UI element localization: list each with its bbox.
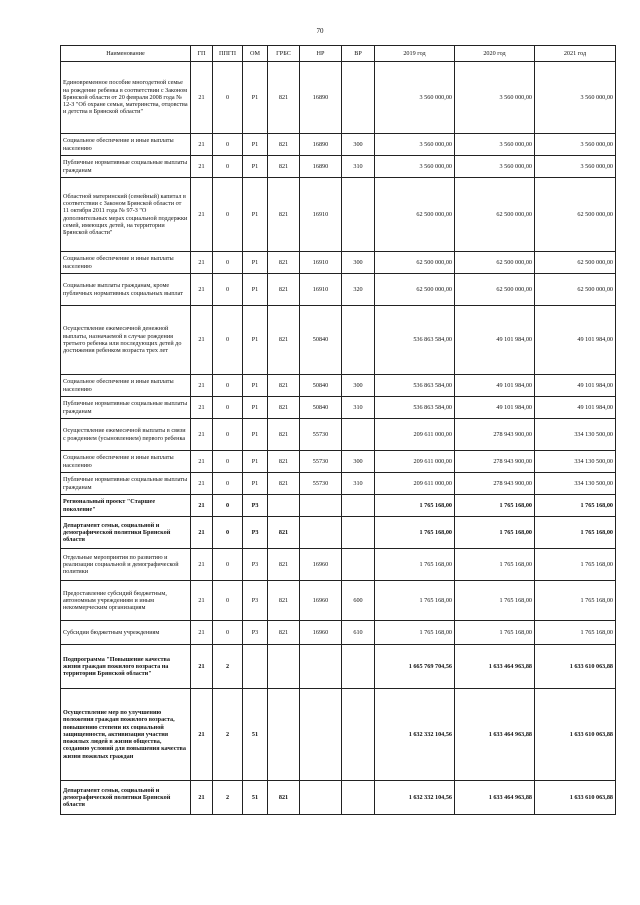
cell-2020: 1 633 464 963,88 <box>455 645 535 689</box>
cell-2019: 1 765 168,00 <box>375 581 455 621</box>
col-header-name: Наименование <box>61 46 191 62</box>
cell-2019: 1 632 332 104,56 <box>375 689 455 781</box>
cell-name: Социальное обеспечение и иные выплаты населению <box>61 252 191 274</box>
cell-ppgp: 0 <box>213 473 243 495</box>
cell-gp: 21 <box>191 781 213 815</box>
table-row <box>61 397 616 419</box>
cell-grbs: 821 <box>268 419 300 451</box>
cell-grbs: 821 <box>268 621 300 645</box>
cell-name: Департамент семьи, социальной и демографической политики Брянской области <box>61 517 191 549</box>
page-number: 70 <box>316 27 324 35</box>
cell-2021: 1 765 168,00 <box>535 549 616 581</box>
cell-ppgp: 0 <box>213 134 243 156</box>
cell-grbs: 821 <box>268 252 300 274</box>
cell-grbs: 821 <box>268 156 300 178</box>
cell-2021: 49 101 984,00 <box>535 375 616 397</box>
budget-table <box>60 45 616 815</box>
cell-ppgp: 0 <box>213 495 243 517</box>
cell-vr <box>342 178 375 252</box>
col-header-2020: 2020 год <box>455 46 535 62</box>
cell-om: 51 <box>243 781 268 815</box>
cell-2020: 3 560 000,00 <box>455 62 535 134</box>
cell-2021: 62 500 000,00 <box>535 274 616 306</box>
table-row <box>61 419 616 451</box>
col-header-ppgp: ППГП <box>213 46 243 62</box>
cell-2021: 334 130 500,00 <box>535 451 616 473</box>
col-header-nr: НР <box>300 46 342 62</box>
cell-2020: 1 765 168,00 <box>455 581 535 621</box>
cell-gp: 21 <box>191 274 213 306</box>
table-row <box>61 621 616 645</box>
cell-ppgp: 0 <box>213 178 243 252</box>
cell-vr <box>342 495 375 517</box>
cell-grbs: 821 <box>268 517 300 549</box>
cell-2021: 1 633 610 063,88 <box>535 689 616 781</box>
cell-2019: 1 765 168,00 <box>375 621 455 645</box>
cell-2019: 3 560 000,00 <box>375 134 455 156</box>
table-row <box>61 495 616 517</box>
cell-name: Социальные выплаты гражданам, кроме публичных нормативных социальных выплат <box>61 274 191 306</box>
cell-2019: 1 765 168,00 <box>375 495 455 517</box>
cell-name: Субсидии бюджетным учреждениям <box>61 621 191 645</box>
cell-nr: 16960 <box>300 549 342 581</box>
cell-2020: 278 943 900,00 <box>455 473 535 495</box>
cell-2019: 62 500 000,00 <box>375 252 455 274</box>
cell-name: Социальное обеспечение и иные выплаты населению <box>61 375 191 397</box>
cell-nr: 16910 <box>300 274 342 306</box>
cell-2021: 3 560 000,00 <box>535 156 616 178</box>
cell-vr <box>342 549 375 581</box>
cell-nr: 16890 <box>300 62 342 134</box>
table-row <box>61 274 616 306</box>
cell-vr <box>342 517 375 549</box>
cell-2020: 49 101 984,00 <box>455 397 535 419</box>
cell-grbs: 821 <box>268 451 300 473</box>
table-row <box>61 156 616 178</box>
cell-om: Р1 <box>243 62 268 134</box>
cell-ppgp: 0 <box>213 62 243 134</box>
col-header-2021: 2021 год <box>535 46 616 62</box>
cell-nr: 16910 <box>300 178 342 252</box>
cell-ppgp: 0 <box>213 397 243 419</box>
cell-om: Р1 <box>243 156 268 178</box>
cell-2019: 1 765 168,00 <box>375 549 455 581</box>
table-row <box>61 689 616 781</box>
cell-vr: 300 <box>342 375 375 397</box>
cell-2021: 1 765 168,00 <box>535 621 616 645</box>
cell-nr: 50840 <box>300 375 342 397</box>
cell-nr: 50840 <box>300 306 342 375</box>
cell-grbs: 821 <box>268 397 300 419</box>
cell-grbs: 821 <box>268 62 300 134</box>
table-row <box>61 252 616 274</box>
cell-2021: 334 130 500,00 <box>535 419 616 451</box>
cell-gp: 21 <box>191 517 213 549</box>
cell-2020: 1 633 464 963,88 <box>455 689 535 781</box>
col-header-gp: ГП <box>191 46 213 62</box>
table-row <box>61 517 616 549</box>
cell-nr: 55730 <box>300 419 342 451</box>
cell-2021: 49 101 984,00 <box>535 397 616 419</box>
cell-vr <box>342 419 375 451</box>
cell-gp: 21 <box>191 495 213 517</box>
cell-2019: 209 611 000,00 <box>375 473 455 495</box>
cell-grbs: 821 <box>268 134 300 156</box>
cell-2020: 1 765 168,00 <box>455 549 535 581</box>
cell-gp: 21 <box>191 451 213 473</box>
table-row <box>61 581 616 621</box>
cell-gp: 21 <box>191 419 213 451</box>
cell-2020: 3 560 000,00 <box>455 156 535 178</box>
cell-2019: 3 560 000,00 <box>375 156 455 178</box>
cell-vr <box>342 645 375 689</box>
cell-gp: 21 <box>191 134 213 156</box>
cell-om: Р1 <box>243 451 268 473</box>
cell-om: Р1 <box>243 306 268 375</box>
col-header-2019: 2019 год <box>375 46 455 62</box>
table-row <box>61 781 616 815</box>
cell-2021: 1 765 168,00 <box>535 517 616 549</box>
cell-2020: 62 500 000,00 <box>455 274 535 306</box>
cell-name: Социальное обеспечение и иные выплаты населению <box>61 134 191 156</box>
cell-vr: 610 <box>342 621 375 645</box>
cell-ppgp: 2 <box>213 645 243 689</box>
cell-name: Осуществление мер по улучшению положения граждан пожилого возраста, повышению степени их социальной защищенности, активизация участия пожилых людей в жизни общества, созданию условий для повышения качества жизни пожилых граждан <box>61 689 191 781</box>
cell-name: Единовременное пособие многодетной семье на рождение ребенка в соответствии с Законом Брянской области от 20 февраля 2008 года № 12-З "Об охране семьи, материнства, отцовства и детства в Брянской области" <box>61 62 191 134</box>
cell-om <box>243 645 268 689</box>
cell-om: Р3 <box>243 621 268 645</box>
cell-2019: 62 500 000,00 <box>375 274 455 306</box>
cell-2021: 1 765 168,00 <box>535 495 616 517</box>
cell-ppgp: 2 <box>213 781 243 815</box>
cell-name: Публичные нормативные социальные выплаты гражданам <box>61 156 191 178</box>
cell-name: Социальное обеспечение и иные выплаты населению <box>61 451 191 473</box>
cell-2020: 278 943 900,00 <box>455 451 535 473</box>
cell-2021: 3 560 000,00 <box>535 134 616 156</box>
cell-grbs: 821 <box>268 274 300 306</box>
cell-gp: 21 <box>191 473 213 495</box>
cell-gp: 21 <box>191 397 213 419</box>
cell-ppgp: 0 <box>213 156 243 178</box>
cell-2019: 1 665 769 704,56 <box>375 645 455 689</box>
cell-nr: 16890 <box>300 134 342 156</box>
cell-ppgp: 0 <box>213 306 243 375</box>
cell-2020: 1 765 168,00 <box>455 517 535 549</box>
cell-vr: 600 <box>342 581 375 621</box>
cell-2021: 62 500 000,00 <box>535 178 616 252</box>
cell-name: Публичные нормативные социальные выплаты гражданам <box>61 473 191 495</box>
cell-2020: 62 500 000,00 <box>455 252 535 274</box>
cell-2020: 49 101 984,00 <box>455 306 535 375</box>
cell-vr <box>342 306 375 375</box>
cell-ppgp: 0 <box>213 621 243 645</box>
cell-name: Департамент семьи, социальной и демографической политики Брянской области <box>61 781 191 815</box>
cell-grbs: 821 <box>268 178 300 252</box>
cell-name: Областной материнский (семейный) капитал в соответствии с Законом Брянской области от 11 октября 2011 года № 97-З "О дополнительных мерах социальной поддержки семей, имеющих детей, на территории Брянской области" <box>61 178 191 252</box>
cell-om: Р1 <box>243 252 268 274</box>
cell-gp: 21 <box>191 252 213 274</box>
table-row <box>61 375 616 397</box>
cell-2019: 3 560 000,00 <box>375 62 455 134</box>
cell-om: Р3 <box>243 581 268 621</box>
cell-gp: 21 <box>191 581 213 621</box>
cell-gp: 21 <box>191 689 213 781</box>
cell-2019: 209 611 000,00 <box>375 451 455 473</box>
cell-vr <box>342 689 375 781</box>
cell-name: Осуществление ежемесячной выплаты в связи с рождением (усыновлением) первого ребенка <box>61 419 191 451</box>
cell-2021: 62 500 000,00 <box>535 252 616 274</box>
cell-om: Р1 <box>243 473 268 495</box>
cell-2020: 62 500 000,00 <box>455 178 535 252</box>
cell-nr <box>300 689 342 781</box>
cell-grbs: 821 <box>268 306 300 375</box>
cell-2019: 536 863 584,00 <box>375 375 455 397</box>
cell-name: Региональный проект "Старшее поколение" <box>61 495 191 517</box>
cell-nr <box>300 517 342 549</box>
cell-name: Подпрограмма "Повышение качества жизни граждан пожилого возраста на территории Брянской области" <box>61 645 191 689</box>
cell-grbs: 821 <box>268 581 300 621</box>
cell-ppgp: 0 <box>213 581 243 621</box>
cell-grbs <box>268 495 300 517</box>
cell-2020: 1 765 168,00 <box>455 495 535 517</box>
cell-grbs <box>268 689 300 781</box>
cell-ppgp: 0 <box>213 517 243 549</box>
cell-om: Р1 <box>243 134 268 156</box>
cell-ppgp: 0 <box>213 549 243 581</box>
cell-gp: 21 <box>191 645 213 689</box>
cell-grbs: 821 <box>268 549 300 581</box>
cell-vr: 310 <box>342 397 375 419</box>
cell-name: Осуществление ежемесячной денежной выплаты, назначаемой в случае рождения третьего ребенка или последующих детей до достижения ребенком возраста трех лет <box>61 306 191 375</box>
cell-grbs: 821 <box>268 375 300 397</box>
table-row <box>61 62 616 134</box>
cell-vr: 300 <box>342 252 375 274</box>
cell-2019: 1 632 332 104,56 <box>375 781 455 815</box>
cell-gp: 21 <box>191 178 213 252</box>
cell-2020: 1 633 464 963,88 <box>455 781 535 815</box>
cell-grbs <box>268 645 300 689</box>
table-row <box>61 178 616 252</box>
cell-2021: 1 633 610 063,88 <box>535 781 616 815</box>
cell-gp: 21 <box>191 375 213 397</box>
cell-2020: 278 943 900,00 <box>455 419 535 451</box>
cell-gp: 21 <box>191 156 213 178</box>
cell-ppgp: 0 <box>213 252 243 274</box>
cell-2019: 1 765 168,00 <box>375 517 455 549</box>
cell-nr: 16910 <box>300 252 342 274</box>
cell-om: Р3 <box>243 517 268 549</box>
cell-ppgp: 0 <box>213 375 243 397</box>
cell-vr: 300 <box>342 451 375 473</box>
table-header-row <box>61 46 616 62</box>
cell-name: Предоставление субсидий бюджетным, автономным учреждениям и иным некоммерческим организациям <box>61 581 191 621</box>
cell-2021: 334 130 500,00 <box>535 473 616 495</box>
cell-nr: 50840 <box>300 397 342 419</box>
cell-2021: 1 765 168,00 <box>535 581 616 621</box>
cell-om: Р1 <box>243 419 268 451</box>
cell-gp: 21 <box>191 549 213 581</box>
cell-name: Отдельные мероприятия по развитию и реализации социальной и демографической политики <box>61 549 191 581</box>
cell-nr: 55730 <box>300 473 342 495</box>
cell-om: 51 <box>243 689 268 781</box>
cell-nr <box>300 495 342 517</box>
cell-ppgp: 0 <box>213 451 243 473</box>
cell-ppgp: 0 <box>213 274 243 306</box>
cell-gp: 21 <box>191 62 213 134</box>
cell-om: Р1 <box>243 397 268 419</box>
cell-nr: 16960 <box>300 621 342 645</box>
cell-name: Публичные нормативные социальные выплаты гражданам <box>61 397 191 419</box>
cell-vr <box>342 781 375 815</box>
cell-ppgp: 0 <box>213 419 243 451</box>
table-row <box>61 549 616 581</box>
cell-2019: 62 500 000,00 <box>375 178 455 252</box>
cell-vr: 320 <box>342 274 375 306</box>
cell-2021: 1 633 610 063,88 <box>535 645 616 689</box>
cell-2020: 49 101 984,00 <box>455 375 535 397</box>
table-row <box>61 451 616 473</box>
col-header-vr: ВР <box>342 46 375 62</box>
col-header-om: ОМ <box>243 46 268 62</box>
table-row <box>61 134 616 156</box>
cell-om: Р1 <box>243 178 268 252</box>
cell-om: Р1 <box>243 274 268 306</box>
table-body <box>61 62 616 815</box>
cell-nr: 16960 <box>300 581 342 621</box>
cell-om: Р3 <box>243 549 268 581</box>
table-row <box>61 645 616 689</box>
cell-gp: 21 <box>191 621 213 645</box>
cell-om: Р3 <box>243 495 268 517</box>
cell-2020: 3 560 000,00 <box>455 134 535 156</box>
cell-2021: 3 560 000,00 <box>535 62 616 134</box>
cell-vr: 300 <box>342 134 375 156</box>
cell-2021: 49 101 984,00 <box>535 306 616 375</box>
cell-gp: 21 <box>191 306 213 375</box>
table-row <box>61 473 616 495</box>
cell-om: Р1 <box>243 375 268 397</box>
cell-2019: 536 863 584,00 <box>375 306 455 375</box>
cell-2019: 209 611 000,00 <box>375 419 455 451</box>
cell-vr: 310 <box>342 156 375 178</box>
col-header-grbs: ГРБС <box>268 46 300 62</box>
cell-nr <box>300 645 342 689</box>
cell-grbs: 821 <box>268 473 300 495</box>
cell-2020: 1 765 168,00 <box>455 621 535 645</box>
cell-2019: 536 863 584,00 <box>375 397 455 419</box>
cell-nr: 55730 <box>300 451 342 473</box>
cell-nr <box>300 781 342 815</box>
cell-nr: 16890 <box>300 156 342 178</box>
cell-grbs: 821 <box>268 781 300 815</box>
cell-ppgp: 2 <box>213 689 243 781</box>
table-row <box>61 306 616 375</box>
cell-vr <box>342 62 375 134</box>
cell-vr: 310 <box>342 473 375 495</box>
